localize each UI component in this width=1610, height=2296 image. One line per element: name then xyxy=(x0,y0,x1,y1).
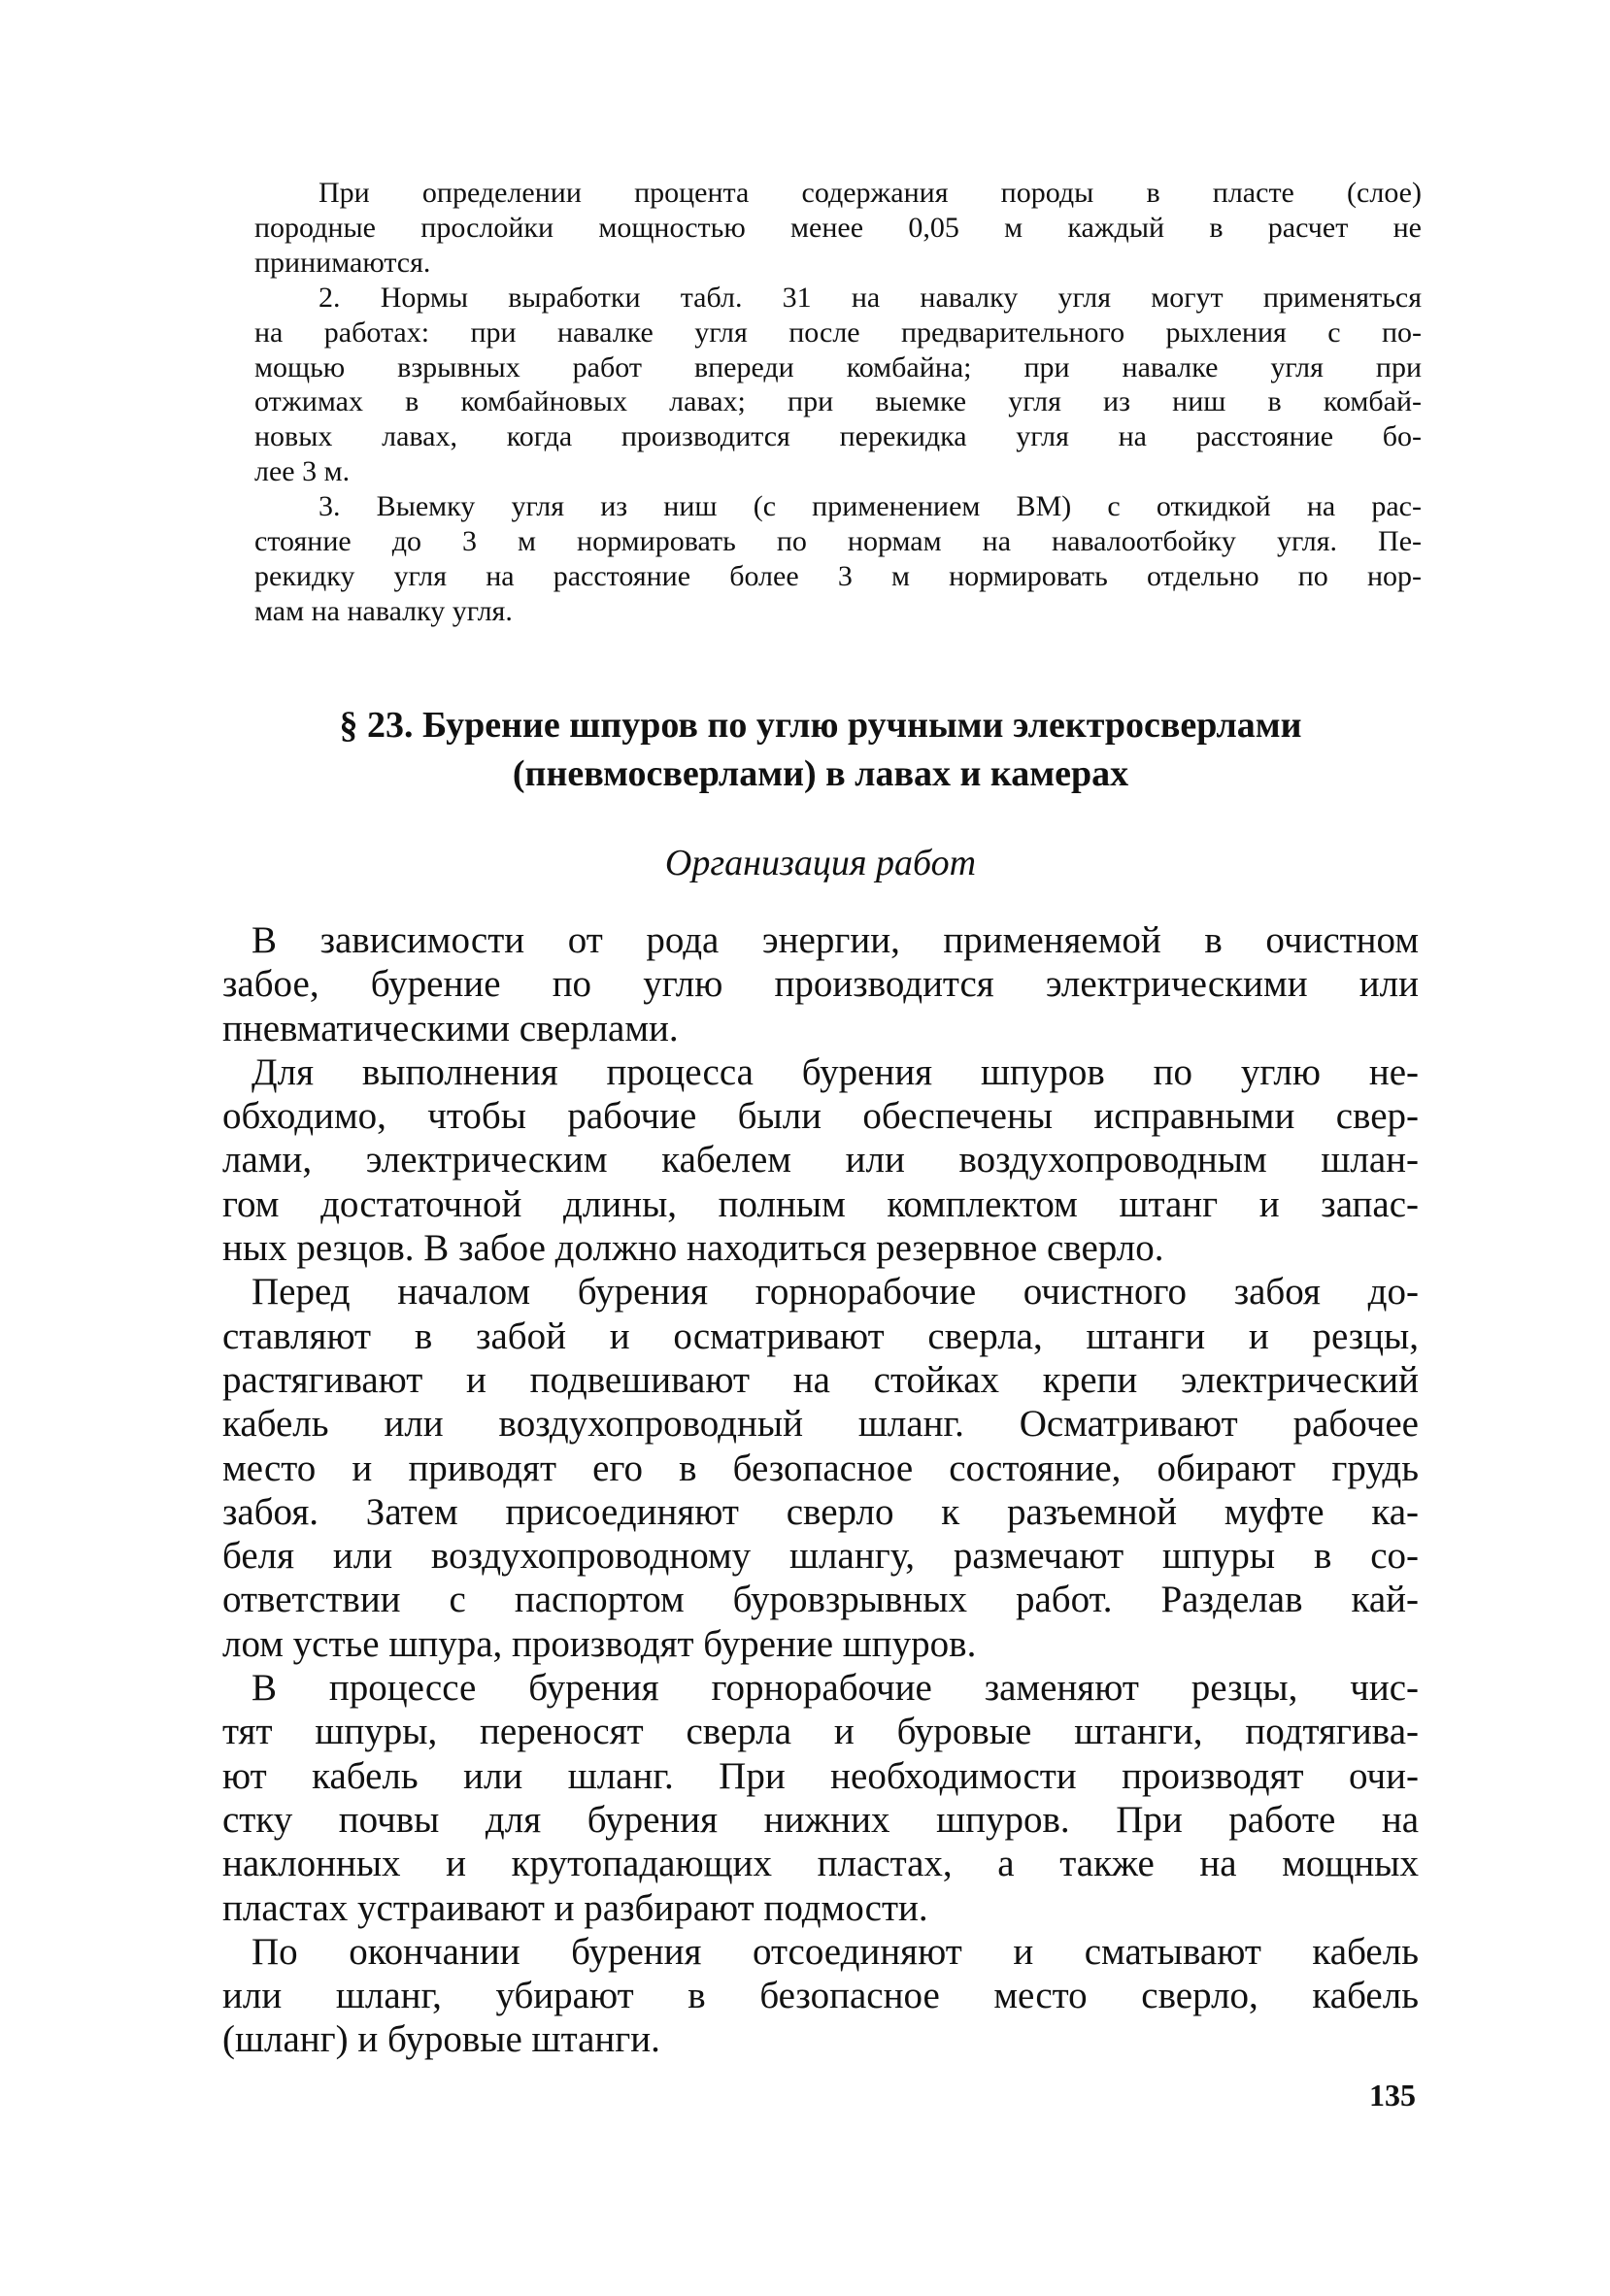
text-line: кабель или воздухопроводный шланг. Осматривают рабочее xyxy=(222,1403,1419,1446)
text-line: мощью взрывных работ впереди комбайна; при навалке угля при xyxy=(254,350,1422,383)
text-line: ют кабель или шланг. При необходимости производят очи- xyxy=(222,1754,1419,1797)
text-line: (шланг) и буровые штанги. xyxy=(222,2018,660,2061)
text-line: или шланг, убирают в безопасное место сверло, кабель xyxy=(222,1975,1419,2017)
text-line: лом устье шпура, производят бурение шпуров. xyxy=(222,1622,977,1665)
text-line: пластах устраивают и разбирают подмости. xyxy=(222,1886,928,1929)
text-line: лами, электрическим кабелем или воздухопроводным шлан- xyxy=(222,1139,1419,1181)
text-line: обходимо, чтобы рабочие были обеспечены исправными свер- xyxy=(222,1095,1419,1138)
text-line: Для выполнения процесса бурения шпуров по углю не- xyxy=(252,1050,1419,1093)
text-line: растягивают и подвешивают на стойках крепи электрический xyxy=(222,1358,1419,1401)
paragraph xyxy=(222,918,1419,1050)
text-line: По окончании бурения отсоединяют и сматывают кабель xyxy=(252,1930,1419,1973)
text-line: В зависимости от рода энергии, применяемой в очистном xyxy=(252,919,1419,961)
page-number: 135 xyxy=(1369,2078,1416,2113)
text-line: ставляют в забой и осматривают сверла, штанги и резцы, xyxy=(222,1314,1419,1357)
text-line: принимаются. xyxy=(254,246,431,279)
text-line: на работах: при навалке угля после предварительного рыхления с по- xyxy=(254,316,1422,349)
text-line: стояние до 3 м нормировать по нормам на навалоотбойку угля. Пе- xyxy=(254,525,1422,558)
body-text xyxy=(222,918,1419,2062)
section-heading xyxy=(222,701,1419,798)
text-line: тят шпуры, переносят сверла и буровые штанги, подтягива- xyxy=(222,1711,1419,1753)
note-paragraph xyxy=(254,176,1422,281)
text-line: В процессе бурения горнорабочие заменяют резцы, чис- xyxy=(252,1667,1419,1710)
paragraph xyxy=(222,1930,1419,2062)
note-paragraph xyxy=(254,489,1422,629)
text-line: стку почвы для бурения нижних шпуров. При работе на xyxy=(222,1798,1419,1841)
text-line: забоя. Затем присоединяют сверло к разъемной муфте ка- xyxy=(222,1490,1419,1533)
subsection-heading: Организация работ xyxy=(664,843,977,883)
text-line: беля или воздухопроводному шлангу, размечают шпуры в со- xyxy=(222,1535,1419,1578)
text-line: Перед началом бурения горнорабочие очистного забоя до- xyxy=(252,1271,1419,1314)
text-line: пневматическими сверлами. xyxy=(222,1007,679,1049)
section-heading-line-1: § 23. Бурение шпуров по углю ручными электросверлами xyxy=(339,705,1302,746)
text-line: породные прослойки мощностью менее 0,05 м каждый в расчет не xyxy=(254,211,1422,244)
text-line: рекидку угля на расстояние более 3 м нормировать отдельно по нор- xyxy=(254,559,1422,592)
text-line: 3. Выемку угля из ниш (с применением ВМ) с откидкой на рас- xyxy=(319,490,1422,523)
text-line: место и приводят его в безопасное состояние, обирают грудь xyxy=(222,1447,1419,1489)
footnotes-block xyxy=(254,176,1422,629)
text-line: ответствии с паспортом буровзрывных работ. Разделав кай- xyxy=(222,1579,1419,1621)
text-line: лее 3 м. xyxy=(254,455,351,488)
paragraph xyxy=(222,1666,1419,1930)
text-line: При определении процента содержания породы в пласте (слое) xyxy=(319,177,1422,209)
text-line: 2. Нормы выработки табл. 31 на навалку угля могут применяться xyxy=(319,281,1422,314)
text-line: мам на навалку угля. xyxy=(254,594,513,627)
paragraph xyxy=(222,1050,1419,1270)
text-line: отжимах в комбайновых лавах; при выемке угля из ниш в комбай- xyxy=(254,385,1422,418)
section-heading-line-2: (пневмосверлами) в лавах и камерах xyxy=(512,753,1129,794)
paragraph xyxy=(222,1270,1419,1666)
text-line: гом достаточной длины, полным комплектом штанг и запас- xyxy=(222,1182,1419,1225)
text-line: ных резцов. В забое должно находиться резервное сверло. xyxy=(222,1227,1164,1270)
note-paragraph xyxy=(254,281,1422,489)
text-line: забое, бурение по углю производится электрическими или xyxy=(222,963,1419,1006)
text-line: наклонных и крутопадающих пластах, а также на мощных xyxy=(222,1843,1419,1885)
text-line: новых лавах, когда производится перекидка угля на расстояние бо- xyxy=(254,420,1422,453)
